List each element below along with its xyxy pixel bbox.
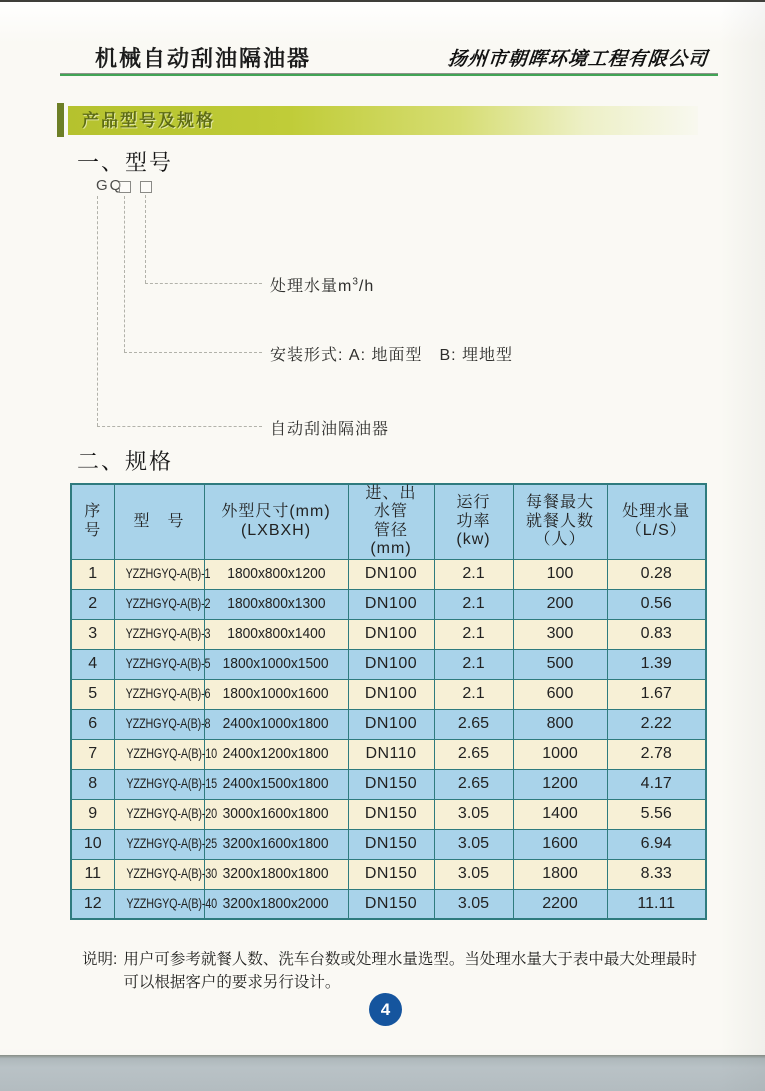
table-cell: DN110	[348, 739, 434, 769]
table-cell: 2.1	[434, 619, 513, 649]
table-cell: 1.67	[607, 679, 706, 709]
column-header: 处理水量 （L/S）	[607, 484, 706, 559]
table-cell: 2.1	[434, 559, 513, 589]
diagram-leader-line	[145, 195, 146, 283]
table-cell: 1.39	[607, 649, 706, 679]
spec-table	[70, 483, 707, 920]
table-row	[71, 769, 706, 799]
table-cell: 2.65	[434, 739, 513, 769]
model-placeholder-box-icon	[119, 181, 131, 193]
model-code-prefix: GQ	[96, 177, 124, 194]
table-cell: 6.94	[607, 829, 706, 859]
section-banner	[68, 106, 698, 135]
table-row	[71, 739, 706, 769]
table-cell: 2.22	[607, 709, 706, 739]
table-cell: 2400x1500x1800	[204, 769, 348, 799]
table-cell: 500	[513, 649, 607, 679]
banner-accent-bar	[57, 103, 64, 137]
column-header: 进、出 水管 管径 (mm)	[348, 484, 434, 559]
table-cell: 100	[513, 559, 607, 589]
table-row	[71, 649, 706, 679]
table-cell: YZZHGYQ-A(B)-15	[114, 769, 204, 799]
table-cell: DN150	[348, 859, 434, 889]
table-cell: 3.05	[434, 859, 513, 889]
table-cell: DN150	[348, 889, 434, 919]
table-cell: 1800x800x1400	[204, 619, 348, 649]
table-cell: 8.33	[607, 859, 706, 889]
scan-bottom-edge	[0, 1055, 765, 1091]
model-section-heading: 一、型号	[77, 150, 174, 175]
table-row	[71, 559, 706, 589]
spec-section-heading: 二、规格	[77, 449, 174, 474]
diagram-leader-line	[97, 426, 262, 427]
diagram-leader-line	[124, 352, 262, 353]
table-cell: 2400x1000x1800	[204, 709, 348, 739]
table-cell: 3200x1800x1800	[204, 859, 348, 889]
scan-top-edge	[0, 0, 765, 2]
table-cell: 3.05	[434, 799, 513, 829]
table-cell: YZZHGYQ-A(B)-5	[114, 649, 204, 679]
column-header: 序 号	[71, 484, 114, 559]
table-cell: 1	[71, 559, 114, 589]
table-cell: 1600	[513, 829, 607, 859]
table-cell: 7	[71, 739, 114, 769]
table-cell: 1000	[513, 739, 607, 769]
table-cell: 3	[71, 619, 114, 649]
table-cell: 200	[513, 589, 607, 619]
table-cell: 0.28	[607, 559, 706, 589]
table-cell: YZZHGYQ-A(B)-1	[114, 559, 204, 589]
table-cell: 5.56	[607, 799, 706, 829]
table-cell: 1800x800x1200	[204, 559, 348, 589]
table-cell: YZZHGYQ-A(B)-10	[114, 739, 204, 769]
column-header: 每餐最大 就餐人数 （人）	[513, 484, 607, 559]
table-row	[71, 679, 706, 709]
table-cell: 11	[71, 859, 114, 889]
table-cell: DN150	[348, 799, 434, 829]
table-cell: 8	[71, 769, 114, 799]
table-cell: 2.1	[434, 649, 513, 679]
table-cell: YZZHGYQ-A(B)-8	[114, 709, 204, 739]
table-header-row	[71, 484, 706, 559]
table-cell: YZZHGYQ-A(B)-2	[114, 589, 204, 619]
table-row	[71, 619, 706, 649]
table-cell: 3200x1800x2000	[204, 889, 348, 919]
header-divider	[60, 73, 718, 76]
table-cell: 6	[71, 709, 114, 739]
table-cell: 3.05	[434, 829, 513, 859]
table-cell: 5	[71, 679, 114, 709]
diagram-leader-line	[145, 283, 262, 284]
table-cell: 2200	[513, 889, 607, 919]
table-cell: 9	[71, 799, 114, 829]
label-capacity-unit: /h	[358, 278, 375, 295]
table-cell: 1800	[513, 859, 607, 889]
table-cell: DN100	[348, 619, 434, 649]
table-cell: 2	[71, 589, 114, 619]
table-cell: DN150	[348, 769, 434, 799]
table-cell: 1200	[513, 769, 607, 799]
column-header: 运行 功率 (kw)	[434, 484, 513, 559]
table-cell: 2.1	[434, 679, 513, 709]
table-cell: 600	[513, 679, 607, 709]
table-cell: YZZHGYQ-A(B)-30	[114, 859, 204, 889]
diagram-leader-line	[124, 196, 125, 352]
table-cell: 300	[513, 619, 607, 649]
table-cell: YZZHGYQ-A(B)-20	[114, 799, 204, 829]
table-cell: 2.78	[607, 739, 706, 769]
table-cell: YZZHGYQ-A(B)-40	[114, 889, 204, 919]
table-row	[71, 589, 706, 619]
table-cell: DN100	[348, 559, 434, 589]
table-row	[71, 799, 706, 829]
table-cell: DN100	[348, 589, 434, 619]
column-header: 外型尺寸(mm) (LXBXH)	[204, 484, 348, 559]
table-cell: DN100	[348, 649, 434, 679]
table-cell: 1800x1000x1600	[204, 679, 348, 709]
table-cell: 3200x1600x1800	[204, 829, 348, 859]
table-cell: 0.83	[607, 619, 706, 649]
company-name: 扬州市朝晖环境工程有限公司	[446, 49, 709, 70]
footnote	[82, 948, 710, 994]
table-cell: 3000x1600x1800	[204, 799, 348, 829]
label-capacity	[270, 273, 374, 296]
table-cell: 2.65	[434, 709, 513, 739]
table-cell: 2400x1200x1800	[204, 739, 348, 769]
table-cell: 12	[71, 889, 114, 919]
table-cell: 800	[513, 709, 607, 739]
table-cell: YZZHGYQ-A(B)-3	[114, 619, 204, 649]
section-banner-label: 产品型号及规格	[82, 111, 215, 130]
table-cell: 11.11	[607, 889, 706, 919]
table-cell: 2.65	[434, 769, 513, 799]
table-cell: DN100	[348, 709, 434, 739]
table-cell: YZZHGYQ-A(B)-6	[114, 679, 204, 709]
table-cell: DN150	[348, 829, 434, 859]
table-cell: 2.1	[434, 589, 513, 619]
document-title: 机械自动刮油隔油器	[95, 46, 312, 71]
column-header: 型 号	[114, 484, 204, 559]
table-row	[71, 709, 706, 739]
table-cell: 1800x1000x1500	[204, 649, 348, 679]
table-row	[71, 889, 706, 919]
table-cell: 1800x800x1300	[204, 589, 348, 619]
table-cell: 4	[71, 649, 114, 679]
table-cell: 1400	[513, 799, 607, 829]
model-placeholder-box-icon	[140, 181, 152, 193]
label-capacity-sup: 3	[352, 276, 359, 288]
table-cell: DN100	[348, 679, 434, 709]
table-cell: YZZHGYQ-A(B)-25	[114, 829, 204, 859]
label-capacity-text: 处理水量m	[270, 278, 353, 295]
table-cell: 0.56	[607, 589, 706, 619]
label-install-type: 安装形式: A: 地面型 B: 埋地型	[270, 347, 514, 364]
page-number-badge: 4	[369, 993, 402, 1026]
table-cell: 4.17	[607, 769, 706, 799]
diagram-leader-line	[97, 196, 98, 426]
table-row	[71, 829, 706, 859]
table-row	[71, 859, 706, 889]
label-product-name: 自动刮油隔油器	[270, 421, 390, 438]
footnote-label: 说明:	[82, 951, 118, 968]
footnote-text: 用户可参考就餐人数、洗车台数或处理水量选型。当处理水量大于表中最大处理最时可以根据客户的要求另行设计。	[123, 951, 697, 991]
table-cell: 3.05	[434, 889, 513, 919]
table-cell: 10	[71, 829, 114, 859]
